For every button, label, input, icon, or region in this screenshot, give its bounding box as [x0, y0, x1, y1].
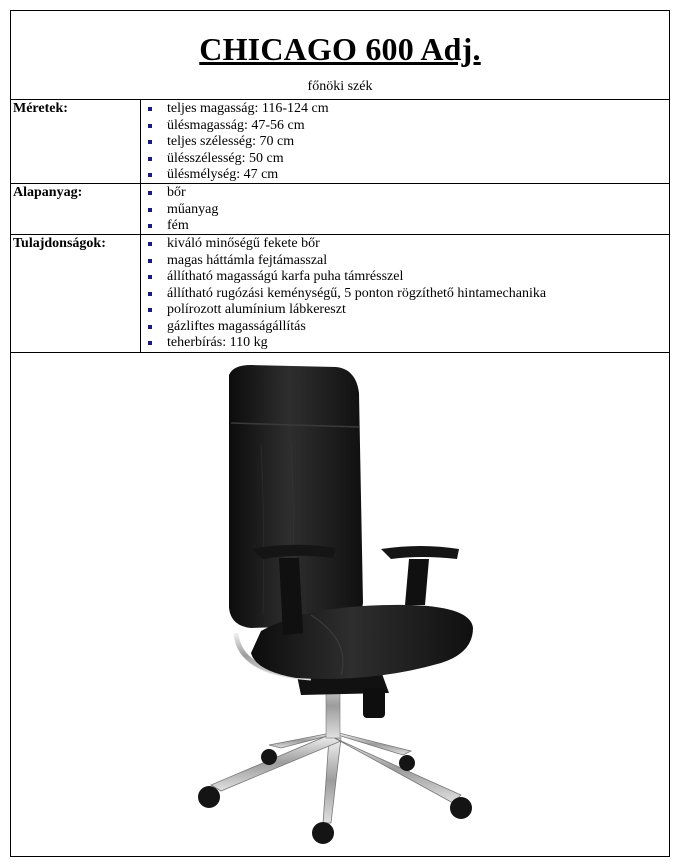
armrest-right [381, 546, 459, 559]
spec-label: Tulajdonságok: [11, 235, 141, 352]
spec-label: Méretek: [11, 100, 141, 183]
list-item: állítható magasságú karfa puha támrésszel [141, 269, 669, 286]
list-item: teljes szélesség: 70 cm [141, 134, 669, 151]
list-item: ülésmélység: 47 cm [141, 167, 669, 184]
chrome-base [211, 733, 461, 823]
spec-row-dimensions [11, 100, 669, 184]
list-item: fém [141, 218, 669, 235]
list-item: állítható rugózási keménységű, 5 ponton rögzíthető hintamechanika [141, 286, 669, 303]
list-item: gázliftes magasságállítás [141, 319, 669, 336]
list-item: polírozott alumínium lábkereszt [141, 302, 669, 319]
office-chair-illustration [11, 353, 669, 856]
list-item: ülésmagasság: 47-56 cm [141, 118, 669, 135]
list-item: kiváló minőségű fekete bőr [141, 236, 669, 253]
product-title: CHICAGO 600 Adj. [199, 31, 481, 67]
spec-list [141, 100, 669, 183]
header-cell [11, 11, 669, 100]
product-sheet [10, 10, 670, 857]
list-item: műanyag [141, 202, 669, 219]
list-item: teljes magasság: 116-124 cm [141, 101, 669, 118]
list-item: magas háttámla fejtámasszal [141, 253, 669, 270]
spec-row-features [11, 235, 669, 353]
spec-label: Alapanyag: [11, 184, 141, 234]
spec-list [141, 235, 669, 352]
spec-list [141, 184, 669, 234]
list-item: bőr [141, 185, 669, 202]
list-item: teherbírás: 110 kg [141, 335, 669, 352]
spec-row-material [11, 184, 669, 235]
product-photo [11, 353, 669, 856]
list-item: ülésszélesség: 50 cm [141, 151, 669, 168]
product-subtitle: főnöki szék [307, 79, 373, 94]
